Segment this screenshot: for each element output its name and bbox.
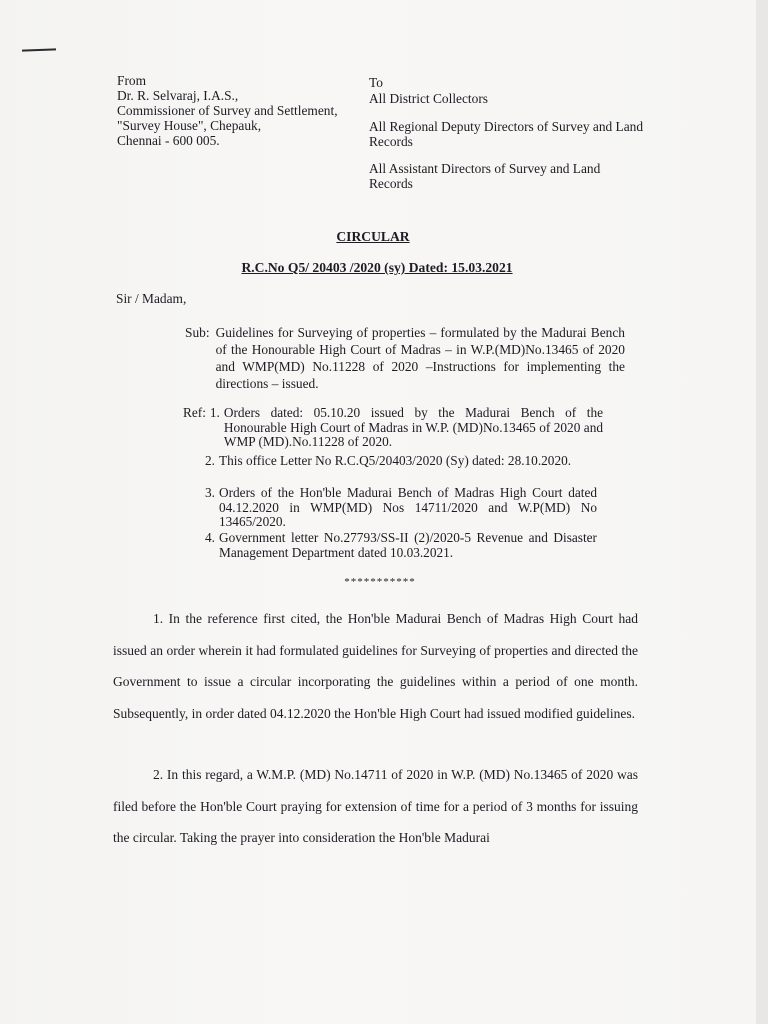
sender-designation: Commissioner of Survey and Settlement, (117, 103, 338, 118)
reference-number-3: 3. (205, 485, 215, 500)
reference-number-2: 2. (205, 453, 215, 468)
subject-block (185, 324, 625, 392)
sender-office: "Survey House", Chepauk, (117, 118, 262, 133)
page-edge (756, 0, 768, 1024)
recipient-district-collectors: All District Collectors (369, 91, 489, 106)
to-label: To (369, 75, 383, 90)
reference-item (183, 406, 603, 450)
reference-text-4: Government letter No.27793/SS-II (2)/2020-5 Revenue and Disaster Management Department dated 10.03.2021. (219, 530, 597, 560)
reference-text-2: This office Letter No R.C.Q5/20403/2020 (Sy) dated: 28.10.2020. (219, 453, 572, 468)
reference-item (205, 454, 597, 469)
reference-number: R.C.No Q5/ 20403 /2020 (sy) Dated: 15.03.2021 (241, 260, 513, 275)
sender-name: Dr. R. Selvaraj, I.A.S., (117, 88, 239, 103)
reference-item (205, 486, 597, 530)
section-separator: *********** (344, 576, 416, 588)
body-paragraph-2 (113, 759, 638, 854)
reference-text-3: Orders of the Hon'ble Madurai Bench of Madras High Court dated 04.12.2020 in WMP(MD) Nos 14711/2020 and W.P(MD) No 13465/2020. (219, 485, 597, 529)
reference-text-1: Orders dated: 05.10.20 issued by the Madurai Bench of the Honourable High Court of Madras in W.P. (MD)No.13465 of 2020 and WMP (MD).No.11228 of 2020. (223, 405, 603, 449)
reference-number-4: 4. (205, 530, 215, 545)
from-label: From (117, 73, 147, 88)
sender-city: Chennai - 600 005. (117, 133, 220, 148)
paragraph-text: 2. In this regard, a W.M.P. (MD) No.14711 of 2020 in W.P. (MD) No.13465 of 2020 was filed before the Hon'ble Court praying for extension of time for a period of 3 months for issuing the circular. Taking the prayer into consideration the Hon'ble Madurai (113, 767, 638, 845)
subject-label: Sub: (185, 325, 210, 340)
recipient-regional-deputy-directors: All Regional Deputy Directors of Survey and Land Records (369, 119, 644, 149)
paragraph-text: 1. In the reference first cited, the Hon'ble Madurai Bench of Madras High Court had issued an order wherein it had formulated guidelines for Surveying of properties and directed the Government to issue a circular incorporating the guidelines within a period of one month. Subsequently, in order dated 04.12.2020 the Hon'ble High Court had issued modified guidelines. (113, 611, 638, 721)
recipient-assistant-directors: All Assistant Directors of Survey and Land Records (369, 161, 601, 191)
subject-text: Guidelines for Surveying of properties – formulated by the Madurai Bench of the Honourable High Court of Madras – in W.P.(MD)No.13465 of 2020 and WMP(MD) No.11228 of 2020 –Instructions for implementing the directions – issued. (215, 325, 625, 391)
circular-heading: CIRCULAR (336, 229, 410, 244)
salutation: Sir / Madam, (116, 291, 187, 306)
reference-item (205, 531, 597, 560)
body-paragraph-1 (113, 603, 638, 729)
sender-block (117, 73, 367, 148)
reference-number-1: 1. (209, 405, 220, 420)
reference-label: Ref: (183, 405, 206, 420)
